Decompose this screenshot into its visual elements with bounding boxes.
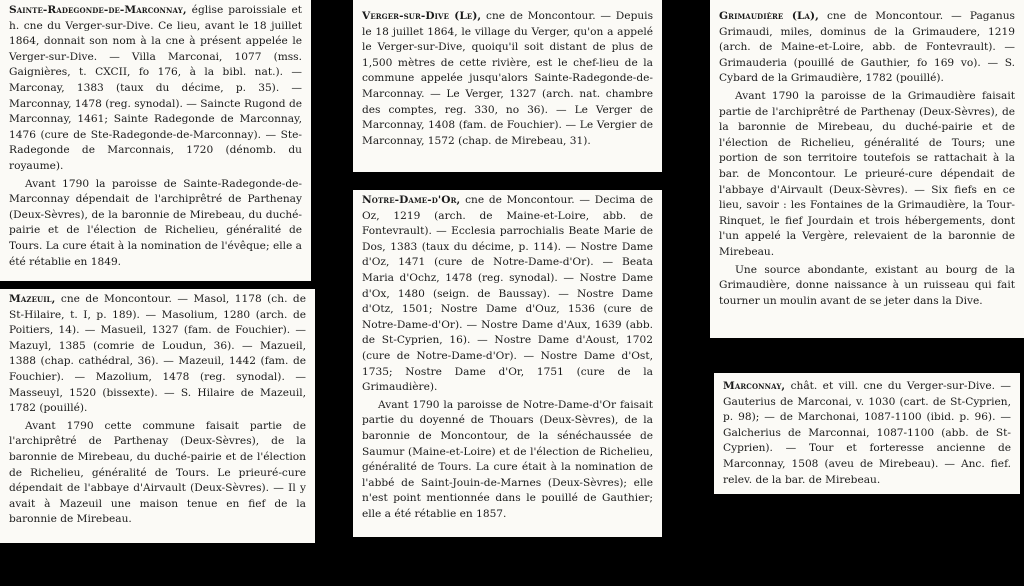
entry-headword: Marconnay, (723, 380, 786, 392)
entry-text: cne de Moncontour. — Depuis le 18 juillet 1864, le village du Verger, qu'on a appelé le Verger-sur-Dive, quoiqu'il soit distant de plus de 1,500 mètres de cette rivière, est le chef-lieu de la commune appelée jusqu'alors Sainte-Radegonde-de-Marconnay. — Le Verger, 1327 (arch. nat. chambre des comptes, reg. 330, no 36). — Le Verger de Marconnay, 1408 (fam. de Fouchier). — Le Vergier de Marconnay, 1572 (chap. de Mirebeau, 31). (362, 10, 654, 147)
entry-headword: Mazeuil, (9, 293, 56, 305)
entry-headword: Notre-Dame-d'Or, (362, 194, 461, 206)
entry-mazeuil (0, 289, 315, 543)
entry-paragraph: Avant 1790 cette commune faisait partie de l'archiprêtré de Parthenay (Deux-Sèvres), de la baronnie de Mirebeau, du duché-pairie et de l'élection de Richelieu, généralité de Tours. Le prieuré-cure dépendait de l'abbaye d'Airvault (Deux-Sèvres). — Il y avait à Mazeuil une maison tenue en fief de la baronnie de Mirebeau. (9, 419, 306, 526)
entry-text: chât. et vill. cne du Verger-sur-Dive. — Gauterius de Marconai, v. 1030 (cart. de St-Cyprien, p. 98); — de Marchonai, 1087-1100 (ibid. p. 96). — Galcherius de Marconnai, 1087-1100 (abb. de St-Cyprien). — Tour et forteresse ancienne de Marconnay, 1508 (aveu de Mirebeau). — Anc. fief. relev. de la bar. de Mirebeau. (723, 380, 1011, 486)
entry-text: cne de Moncontour. — Decima de Oz, 1219 (arch. de Maine-et-Loire, abb. de Fontevrault). — Ecclesia parrochialis Beate Marie de Dos, 1383 (taux du décime, p. 114). — Nostre Dame d'Oz, 1471 (cure de Notre-Dame-d'Or). — Beata Maria d'Ochz, 1478 (reg. synodal). — Nostre Dame d'Ox, 1480 (seign. de Baussay). — Nostre Dame d'Otz, 1501; Nostre Dame d'Ouz, 1536 (cure de Notre-Dame-d'Or). — Nostre Dame d'Aux, 1639 (abb. de St-Cyprien, 16). — Nostre Dame d'Aoust, 1702 (cure de Notre-Dame-d'Or). — Nostre Dame d'Ost, 1735; Nostre Dame d'Or, 1751 (cure de la Grimaudière). (362, 194, 653, 394)
entry-paragraph-1: Avant 1790 la paroisse de la Grimaudière faisait partie de l'archiprêtré de Parthenay (Deux-Sèvres), de la baronnie de Mirebeau, du duché-pairie et de l'élection de Richelieu, généralité de Tours; une portion de son territoire toutefois se rattachait à la bar. de Moncontour. Le prieuré-cure dépendait de l'abbaye d'Airvault (Deux-Sèvres). — Six fiefs en ce lieu, savoir : les Fontaines de la Grimaudière, la Tour-Rinquet, le fief Jourdain et trois hébergements, dont l'un appelé la Vergère, relevaient de la baronnie de Mirebeau. (719, 89, 1015, 258)
entry-paragraph: Avant 1790 la paroisse de Notre-Dame-d'Or faisait partie du doyenné de Thouars (Deux-Sèvres), de la baronnie de Moncontour, de la sénéchaussée de Saumur (Maine-et-Loire) et de l'élection de Richelieu, généralité de Tours. La cure était à la nomination de l'abbé de Saint-Jouin-de-Marnes (Deux-Sèvres); elle n'est point mentionnée dans le pouillé de Gauthier; elle a été rétablie en 1857. (362, 398, 653, 520)
entry-grimaudiere (710, 0, 1024, 338)
entry-paragraph: Avant 1790 la paroisse de Sainte-Radegonde-de-Marconnay dépendait de l'archiprêtré de Parthenay (Deux-Sèvres), de la baronnie de Mirebeau, du duché-pairie et de l'élection de Richelieu, généralité de Tours. La cure était à la nomination de l'évêque; elle a été rétablie en 1849. (9, 177, 302, 268)
entry-notre-dame-d-or (353, 190, 662, 537)
entry-headword: Verger-sur-Dive (Le), (362, 10, 482, 22)
entry-paragraph-2: Une source abondante, existant au bourg de la Grimaudière, donne naissance à un ruisseau qui fait tourner un moulin avant de se jeter dans la Dive. (719, 263, 1015, 307)
entry-verger-sur-dive (353, 0, 662, 172)
entry-text: cne de Moncontour. — Paganus Grimaudi, miles, dominus de la Grimaudere, 1219 (arch. de Maine-et-Loire, abb. de Fontevrault). — Grimauderia (pouillé de Gauthier, fo 169 vo). — S. Cybard de la Grimaudière, 1782 (pouillé). (719, 10, 1015, 85)
entry-text-cont: ne du Verger-sur-Dive. Ce lieu, avant le 18 juillet 1864, donnait son nom à la cne à présent appelée le Verger-sur-Dive. — Villa Marconai, 1077 (mss. Gaignières, t. CXCII, fo 176, à la bibl. nat.). — Marconay, 1383 (taux du décime, p. 35). — Marconnay, 1478 (reg. synodal). — Saincte Rugond de Marconnay, 1461; Sainte Radegonde de Marconnay, 1476 (cure de Ste-Radegonde-de-Marconnay). — Ste-Radegonde de Marconnais, 1720 (dénomb. du royaume). (9, 19, 302, 172)
entry-headword: Grimaudière (La), (719, 10, 819, 22)
entry-headword: Sainte-Radegonde-de-Marconnay, (9, 4, 187, 16)
entry-text: cne de Moncontour. — Masol, 1178 (ch. de St-Hilaire, t. I, p. 189). — Masolium, 1280 (arch. de Poitiers, 14). — Masueil, 1327 (fam. de Fouchier). — Mazuyl, 1385 (comrie de Loudun, 36). — Mazueil, 1388 (chap. cathédral, 36). — Mazeuil, 1442 (fam. de Fouchier). — Mazolium, 1478 (reg. synodal). — Masseuyl, 1520 (bissexte). — S. Hilaire de Mazeuil, 1782 (pouillé). (9, 293, 306, 415)
entry-sainte-radegonde (0, 0, 311, 281)
entry-text: église paroissiale et h. c (9, 4, 302, 32)
entry-marconnay (714, 373, 1020, 494)
